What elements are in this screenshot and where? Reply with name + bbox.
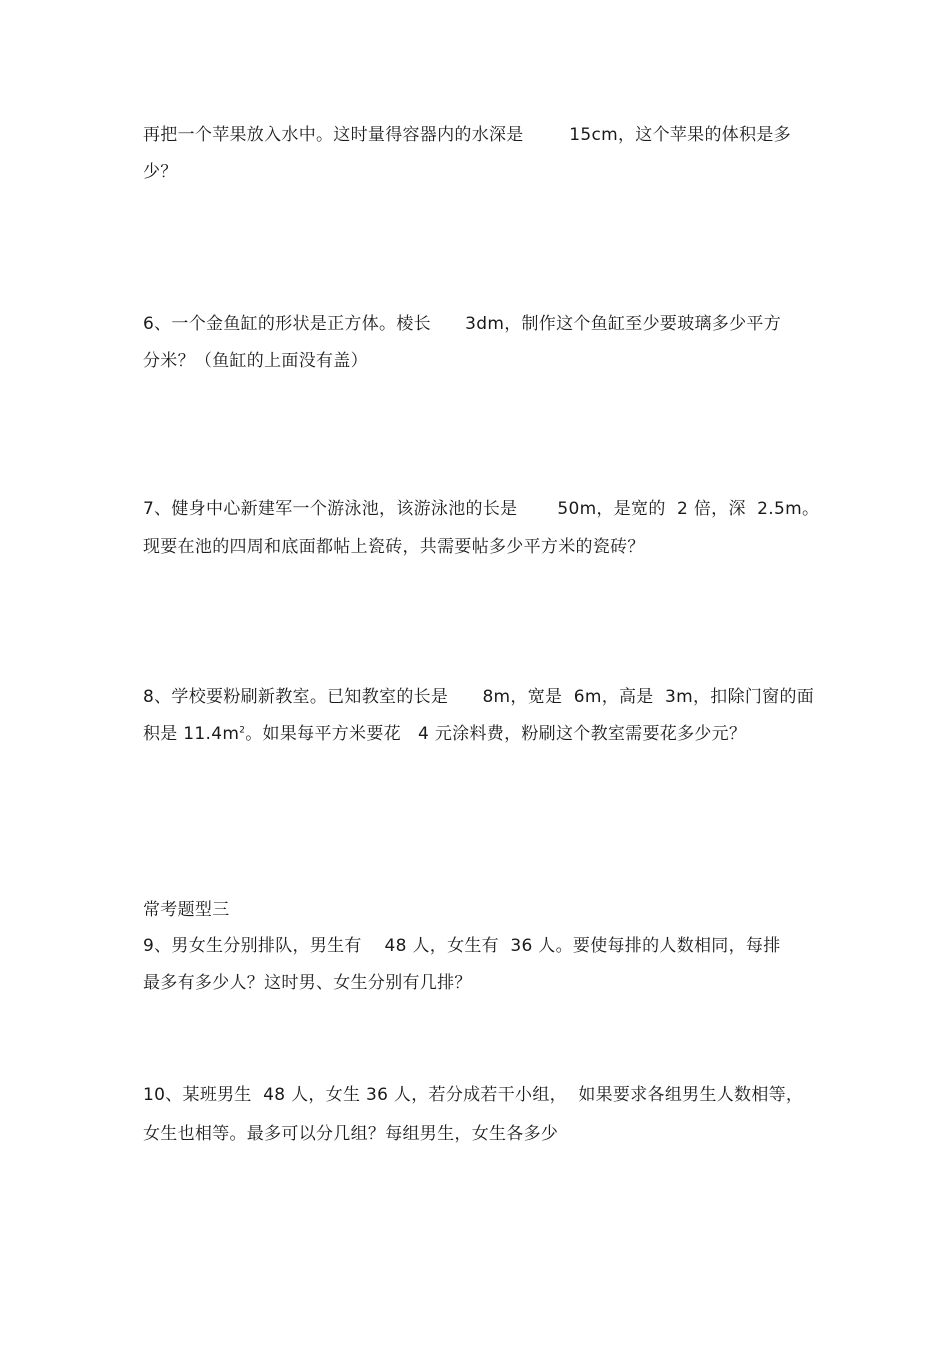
q10-line-2: 女生也相等。最多可以分几组？每组男生，女生各多少: [143, 1124, 559, 1144]
q9-line-1: 9、男女生分别排队，男生有 48 人，女生有 36 人。要使每排的人数相同，每排: [143, 936, 781, 956]
q6-line-1: 6、一个金鱼缸的形状是正方体。棱长 3dm，制作这个鱼缸至少要玻璃多少平方: [143, 314, 782, 334]
q8-area-superscript: 2: [239, 725, 246, 736]
section-title: 常考题型三: [143, 900, 230, 920]
q5-line-1: 再把一个苹果放入水中。这时量得容器内的水深是 15cm，这个苹果的体积是多: [143, 125, 791, 145]
q8-line-1: 8、学校要粉刷新教室。已知教室的长是 8m，宽是 6m，高是 3m，扣除门窗的面: [143, 687, 815, 707]
q8-line-2: [143, 723, 746, 745]
q9-line-2: 最多有多少人？这时男、女生分别有几排？: [143, 973, 472, 993]
q7-line-1: 7、健身中心新建军一个游泳池，该游泳池的长是 50m，是宽的 2 倍，深 2.5m。: [143, 499, 820, 519]
q6-line-2: 分米？（鱼缸的上面没有盖）: [143, 351, 368, 371]
q8-area-text: 积是 11.4m: [143, 724, 240, 744]
q10-line-1: 10、某班男生 48 人，女生 36 人，若分成若干小组， 如果要求各组男生人数相等，: [143, 1085, 804, 1105]
q8-cost-text: 。如果每平方米要花 4 元涂料费，粉刷这个教室需要花多少元？: [245, 724, 747, 744]
q5-line-2: 少？: [143, 162, 178, 182]
q7-line-2: 现要在池的四周和底面都帖上瓷砖，共需要帖多少平方米的瓷砖？: [143, 537, 645, 557]
